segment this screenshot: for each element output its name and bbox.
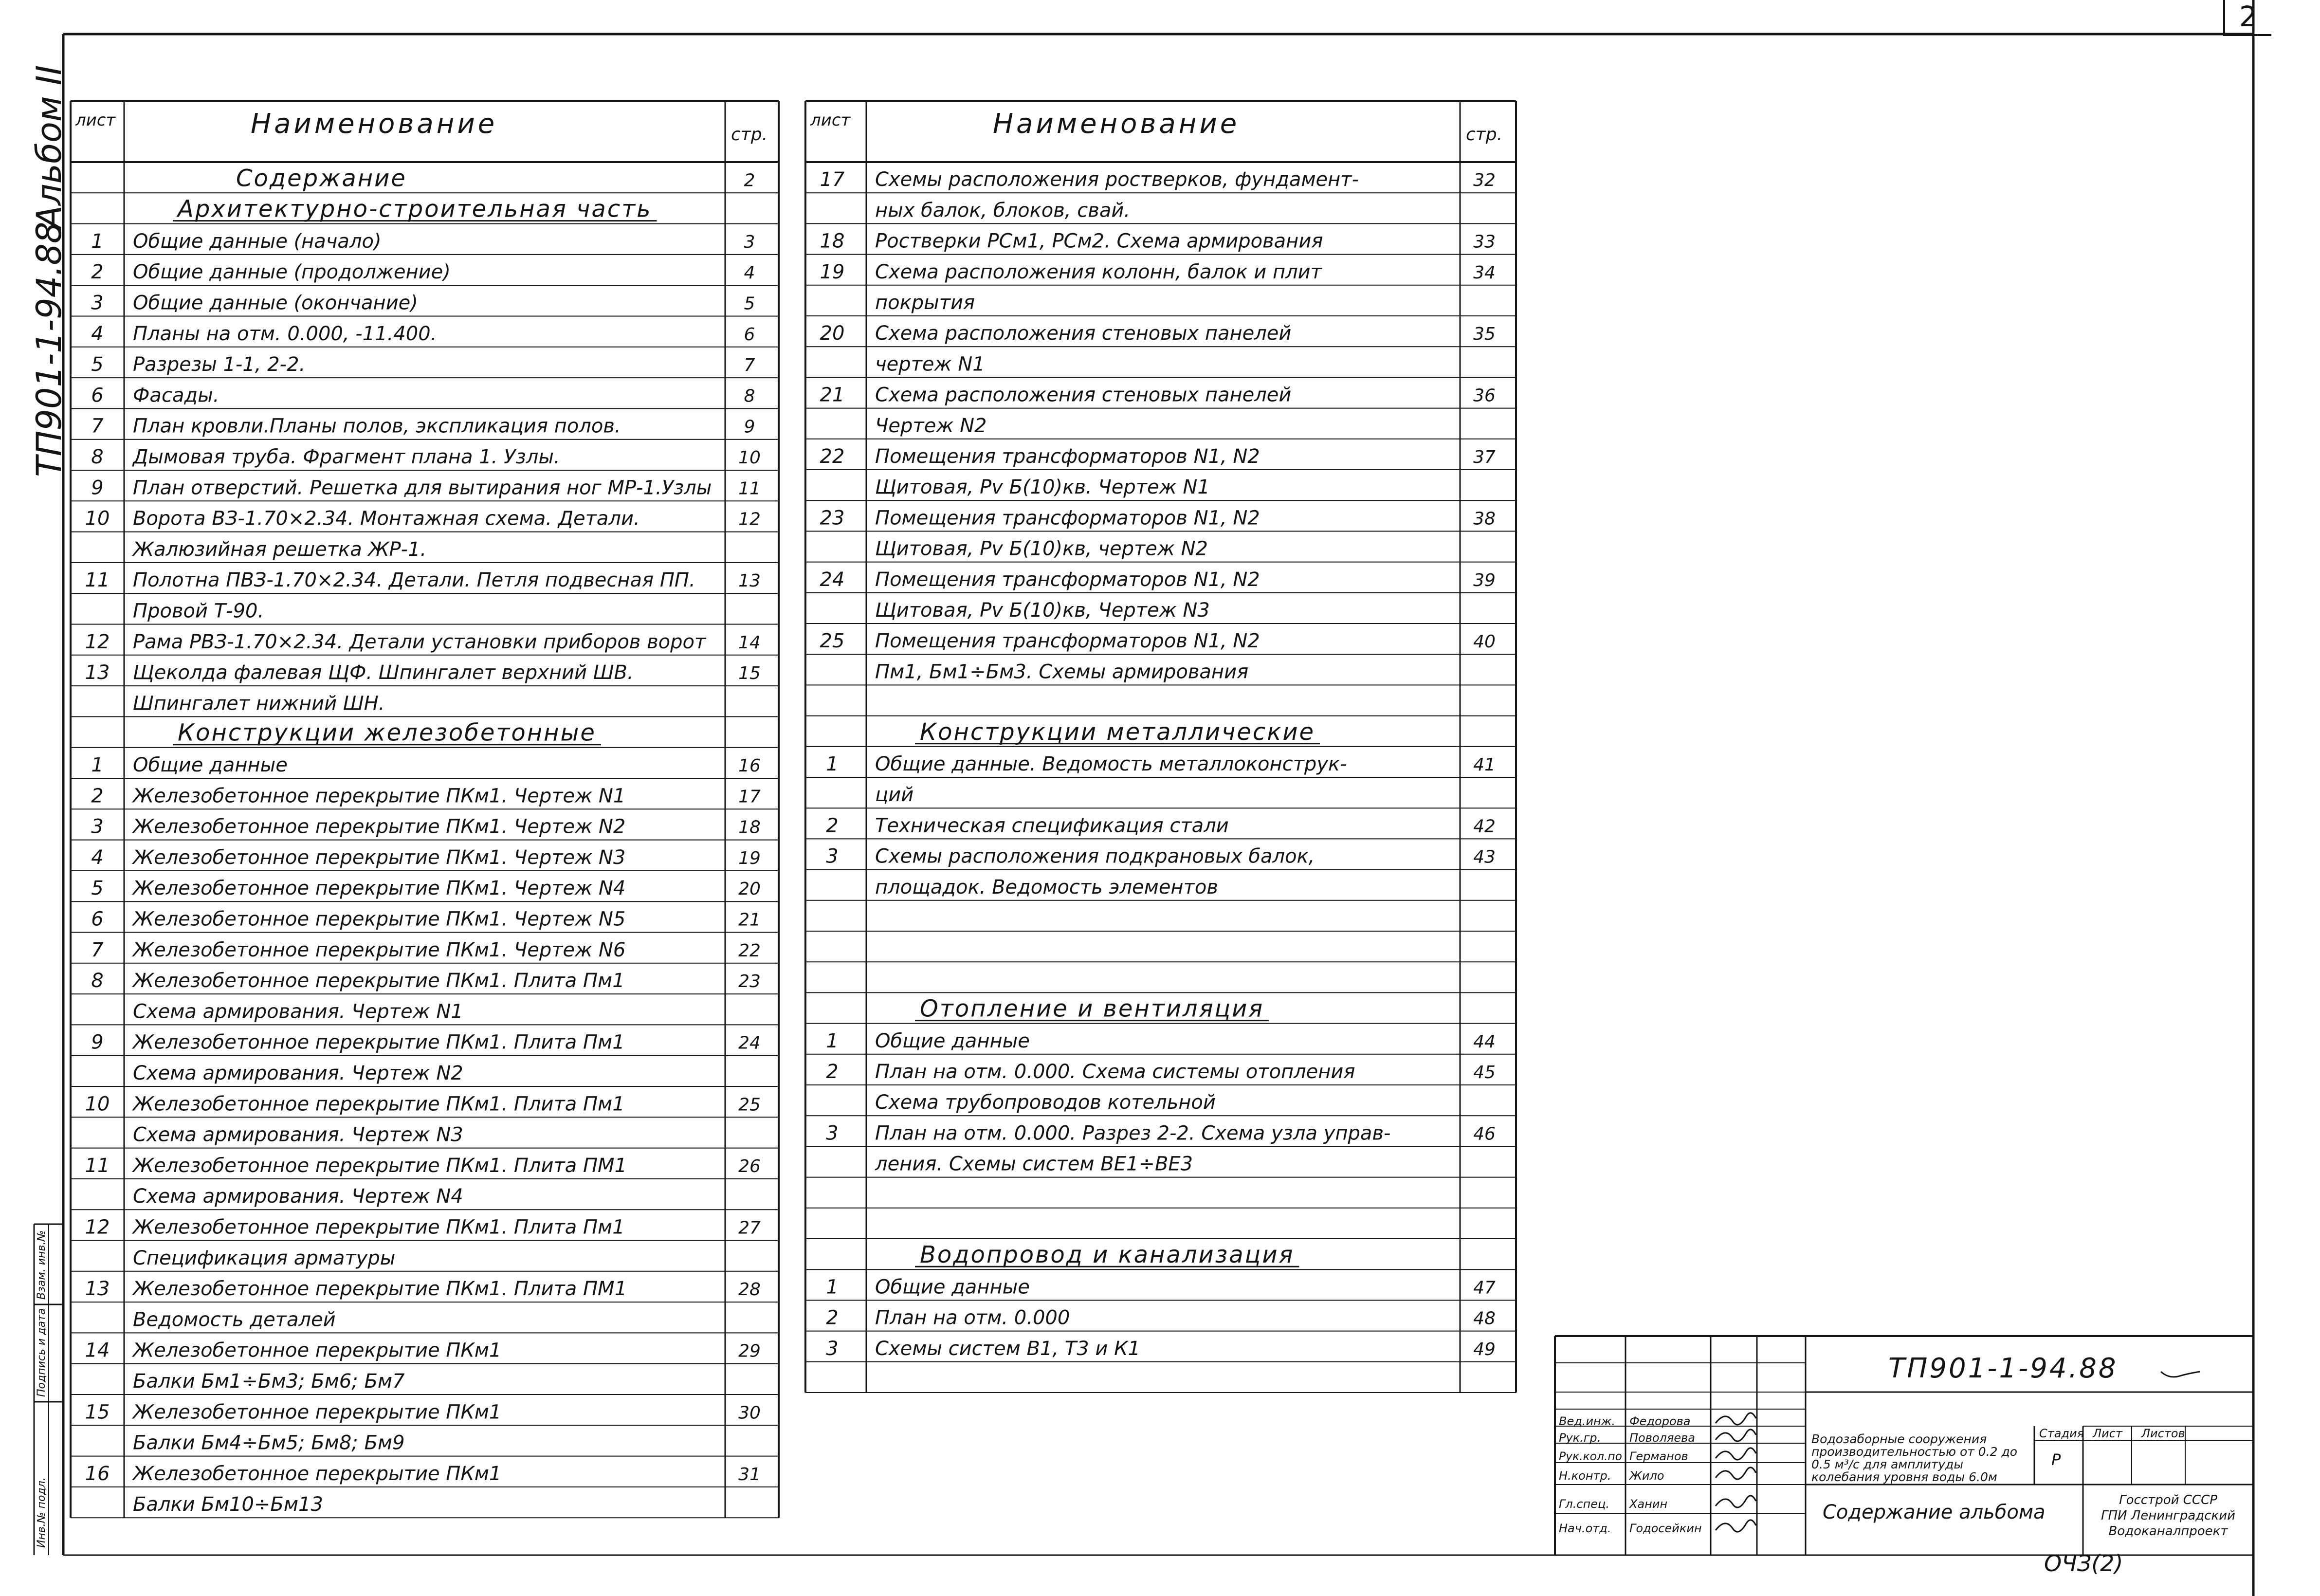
left-sheet-number: 13 — [85, 1278, 110, 1301]
left-entry-name: Железобетонное перекрытие ПКм1. Плита Пм1 — [133, 1031, 625, 1054]
left-sheet-number: 12 — [85, 1216, 110, 1239]
left-page-number: 11 — [738, 478, 761, 499]
left-sheet-number: 7 — [91, 938, 104, 961]
titleblock-role: Рук.гр. — [1559, 1431, 1601, 1445]
right-sheet-number: 24 — [820, 568, 845, 591]
right-entry-name: Щитовая, Рv Б(10)кв. Чертеж N1 — [875, 476, 1210, 499]
right-page-number: 33 — [1473, 232, 1496, 252]
left-entry-name: Балки Бм10÷Бм13 — [133, 1493, 323, 1516]
right-entry-name: Схема трубопроводов котельной — [875, 1091, 1216, 1114]
left-entry-name: Схема армирования. Чертеж N1 — [133, 1000, 463, 1023]
left-sheet-number: 13 — [85, 661, 110, 684]
right-sheet-number: 2 — [826, 1306, 839, 1329]
left-entry-name: Железобетонное перекрытие ПКм1. Чертеж N1 — [133, 785, 626, 807]
left-entry-name: План кровли.Планы полов, экспликация полов. — [133, 415, 621, 438]
right-sheet-number: 17 — [820, 168, 845, 191]
left-entry-name: Фасады. — [133, 384, 219, 407]
right-sheet-number: 1 — [826, 753, 839, 775]
right-sheet-number: 2 — [826, 1061, 839, 1083]
left-page-number: 14 — [738, 632, 761, 653]
right-page-number: 34 — [1473, 262, 1496, 283]
left-entry-name: Железобетонное перекрытие ПКм1 — [133, 1462, 502, 1485]
left-entry-name: Провой Т-90. — [133, 600, 264, 623]
right-entry-name: Помещения трансформаторов N1, N2 — [875, 568, 1260, 591]
left-page-number: 15 — [738, 663, 761, 684]
left-page-number: 25 — [738, 1095, 761, 1115]
left-sheet-number: 6 — [91, 908, 104, 931]
left-sheet-number: 7 — [91, 415, 104, 438]
right-section-title: Конструкции металлические — [920, 718, 1315, 746]
left-sheet-number: 15 — [85, 1401, 110, 1424]
right-entry-name: Общие данные. Ведомость металлоконструк- — [875, 753, 1347, 775]
right-entry-name: ных балок, блоков, свай. — [875, 199, 1131, 222]
left-entry-name: Рама РВЗ-1.70×2.34. Детали установки приборов ворот — [133, 630, 706, 653]
right-entry-name: Схемы систем В1, Т3 и К1 — [875, 1337, 1140, 1360]
left-page-number: 21 — [738, 910, 761, 930]
right-entry-name: ления. Схемы систем ВЕ1÷ВЕ3 — [875, 1153, 1193, 1175]
titleblock-project-title: Водозаборные сооружения производительностью от 0.2 до 0.5 м³/с для амплитуды колебания уровня воды 6.0м — [1811, 1432, 2018, 1484]
left-sheet-number: 2 — [91, 261, 104, 284]
right-page-number: 39 — [1473, 570, 1496, 590]
left-entry-name: Общие данные (продолжение) — [133, 261, 451, 284]
right-sheet-number: 1 — [826, 1276, 839, 1299]
left-sheet-number: 2 — [91, 785, 104, 807]
left-sheet-number: 16 — [85, 1462, 110, 1485]
left-sheet-number: 11 — [85, 1154, 110, 1177]
left-entry-name: Ведомость деталей — [133, 1308, 336, 1331]
right-page-number: 38 — [1473, 509, 1496, 529]
right-entry-name: План на отм. 0.000. Схема системы отопления — [875, 1061, 1355, 1083]
right-entry-name: Схема расположения стеновых панелей — [875, 322, 1292, 345]
left-entry-name: Железобетонное перекрытие ПКм1. Плита ПМ1 — [133, 1154, 627, 1177]
left-entry-name: Железобетонное перекрытие ПКм1. Плита Пм1 — [133, 1216, 625, 1239]
right-header-sheet: лист — [810, 110, 851, 130]
right-page-number: 47 — [1473, 1278, 1496, 1298]
titleblock-signer: Ханин — [1629, 1497, 1668, 1511]
left-page-number: 23 — [738, 972, 761, 992]
left-page-number: 16 — [738, 756, 761, 776]
right-entry-name: Схемы расположения ростверков, фундамент- — [875, 168, 1359, 191]
titleblock-stage: Р — [2051, 1450, 2061, 1469]
right-page-number: 40 — [1473, 632, 1496, 652]
right-page-number: 36 — [1473, 385, 1496, 406]
right-entry-name: Схемы расположения подкрановых балок, — [875, 845, 1315, 868]
left-section-title: Архитектурно-строительная часть — [178, 195, 652, 223]
signature-scribble — [1716, 1496, 1756, 1507]
signature-scribble — [1716, 1468, 1756, 1479]
left-sheet-number: 9 — [91, 1031, 104, 1054]
left-sheet-number: 8 — [91, 446, 104, 468]
signature-scribble — [1716, 1448, 1756, 1460]
right-entry-name: Щитовая, Рv Б(10)кв, Чертеж N3 — [875, 599, 1210, 622]
titleblock-sheet-label: Лист — [2093, 1427, 2122, 1440]
titleblock-role: Рук.кол.по — [1559, 1449, 1622, 1463]
right-sheet-number: 22 — [820, 445, 845, 468]
left-sheet-number: 11 — [85, 569, 110, 592]
left-sheet-number: 5 — [91, 877, 104, 900]
left-page-number: 6 — [744, 324, 755, 345]
signature-scribble — [1716, 1430, 1756, 1441]
left-sheet-number: 5 — [91, 353, 104, 376]
left-page-number: 17 — [738, 787, 761, 807]
left-header-sheet: лист — [75, 110, 116, 130]
left-entry-name: Железобетонное перекрытие ПКм1. Чертеж N5 — [133, 908, 626, 931]
right-page-number: 49 — [1473, 1339, 1496, 1359]
left-sheet-number: 10 — [85, 1093, 110, 1116]
left-page-number: 2 — [744, 170, 755, 191]
left-entry-name: Планы на отм. 0.000, -11.400. — [133, 322, 437, 345]
titleblock-signer: Германов — [1629, 1449, 1688, 1463]
album-label: Альбом II — [29, 65, 69, 229]
left-page-number: 29 — [738, 1341, 761, 1361]
left-page-number: 20 — [738, 879, 761, 899]
left-entry-name: Железобетонное перекрытие ПКм1. Чертеж N3 — [133, 846, 626, 869]
left-entry-name: Ворота ВЗ-1.70×2.34. Монтажная схема. Детали. — [133, 507, 640, 530]
left-header-name: Наименование — [251, 108, 498, 140]
right-page-number: 42 — [1473, 816, 1496, 837]
right-entry-name: Пм1, Бм1÷Бм3. Схемы армирования — [875, 660, 1249, 683]
titleblock-signer: Жило — [1629, 1469, 1664, 1483]
left-sheet-number: 8 — [91, 970, 104, 992]
right-entry-name: площадок. Ведомость элементов — [875, 876, 1218, 899]
right-sheet-number: 21 — [820, 384, 845, 406]
left-sheet-number: 10 — [85, 507, 110, 530]
left-page-number: 4 — [744, 263, 755, 283]
titleblock-signer: Поволяева — [1629, 1431, 1695, 1445]
right-entry-name: Ростверки РСм1, РСм2. Схема армирования — [875, 230, 1323, 253]
right-sheet-number: 25 — [820, 630, 845, 653]
right-sheet-number: 23 — [820, 507, 845, 530]
left-page-number: 26 — [738, 1156, 761, 1176]
left-entry-name: Дымовая труба. Фрагмент плана 1. Узлы. — [133, 446, 560, 468]
left-page-number: 30 — [738, 1403, 761, 1423]
handwritten-mark — [2161, 1372, 2200, 1377]
titleblock-organization: Госстрой СССР ГПИ Ленинградский Водоканалпроект — [2101, 1493, 2236, 1539]
left-entry-name: Схема армирования. Чертеж N3 — [133, 1123, 463, 1146]
left-entry-name: Жалюзийная решетка ЖР-1. — [133, 538, 427, 561]
left-sheet-number: 9 — [91, 477, 104, 499]
left-sheet-number: 3 — [91, 292, 104, 314]
stamp-original-label: Инв.№ подл. — [36, 1477, 48, 1548]
right-sheet-number: 20 — [820, 322, 845, 345]
right-entry-name: чертеж N1 — [875, 353, 985, 376]
left-page-number: 22 — [738, 940, 761, 961]
right-entry-name: Помещения трансформаторов N1, N2 — [875, 507, 1260, 530]
right-entry-name: Помещения трансформаторов N1, N2 — [875, 630, 1260, 653]
left-page-number: 3 — [744, 232, 755, 252]
left-section-title: Конструкции железобетонные — [178, 719, 596, 747]
left-sheet-number: 3 — [91, 815, 104, 838]
titleblock-signer: Годосейкин — [1629, 1522, 1702, 1535]
right-entry-name: Щитовая, Рv Б(10)кв, чертеж N2 — [875, 537, 1208, 560]
right-header-name: Наименование — [993, 108, 1240, 140]
right-entry-name: Чертеж N2 — [875, 414, 987, 437]
page-number: 2 — [2223, 0, 2271, 36]
left-entry-name: Железобетонное перекрытие ПКм1. Чертеж N2 — [133, 815, 626, 838]
left-header-page: стр. — [731, 125, 768, 145]
right-sheet-number: 3 — [826, 1122, 839, 1145]
stamp-signature-label: Подпись и дата — [36, 1308, 48, 1397]
right-entry-name: Техническая спецификация стали — [875, 814, 1229, 837]
left-page-number: 8 — [744, 386, 755, 406]
left-page-number: 27 — [738, 1218, 761, 1238]
right-entry-name: Общие данные — [875, 1029, 1030, 1052]
titleblock-role: Нач.отд. — [1559, 1522, 1611, 1535]
right-sheet-number: 2 — [826, 814, 839, 837]
titleblock-role: Вед.инж. — [1559, 1414, 1615, 1428]
right-page-number: 32 — [1473, 170, 1496, 191]
right-sheet-number: 3 — [826, 845, 839, 868]
right-section-title: Отопление и вентиляция — [920, 995, 1264, 1023]
right-entry-name: Схема расположения стеновых панелей — [875, 384, 1292, 406]
titleblock-signer: Федорова — [1629, 1414, 1691, 1428]
right-page-number: 37 — [1473, 447, 1496, 467]
titleblock-role: Гл.спец. — [1559, 1497, 1609, 1511]
titleblock-sheets-label: Листов — [2141, 1427, 2185, 1440]
left-entry-name: Железобетонное перекрытие ПКм1. Чертеж N4 — [133, 877, 626, 900]
right-section-title: Водопровод и канализация — [920, 1241, 1295, 1269]
left-page-number: 31 — [738, 1464, 761, 1485]
left-entry-name: Железобетонное перекрытие ПКм1. Плита ПМ1 — [133, 1278, 627, 1301]
left-entry-name: Шпингалет нижний ШН. — [133, 692, 385, 715]
left-entry-name: План отверстий. Решетка для вытирания ног МР-1.Узлы — [133, 477, 712, 499]
right-entry-name: Схема расположения колонн, балок и плит — [875, 260, 1322, 283]
right-page-number: 46 — [1473, 1124, 1496, 1144]
left-page-number: 7 — [744, 355, 755, 376]
right-page-number: 41 — [1473, 755, 1496, 775]
right-page-number: 35 — [1473, 324, 1496, 345]
right-sheet-number: 19 — [820, 260, 845, 283]
left-page-number: 9 — [744, 417, 755, 437]
signature-scribble — [1716, 1413, 1756, 1425]
left-entry-name: Железобетонное перекрытие ПКм1 — [133, 1339, 502, 1362]
left-entry-name: Общие данные (начало) — [133, 230, 382, 253]
left-entry-name: Железобетонное перекрытие ПКм1. Плита Пм1 — [133, 970, 625, 992]
left-section-title: Содержание — [236, 165, 407, 192]
right-sheet-number: 1 — [826, 1029, 839, 1052]
stamp-inventory-label: Взам. инв.№ — [36, 1230, 48, 1300]
right-header-page: стр. — [1466, 125, 1503, 145]
left-page-number: 13 — [738, 571, 761, 591]
left-sheet-number: 12 — [85, 630, 110, 653]
archive-mark: ОЧЗ(2) — [2044, 1550, 2123, 1577]
left-entry-name: Общие данные — [133, 754, 288, 776]
titleblock-code: ТП901-1-94.88 — [1888, 1353, 2118, 1384]
left-sheet-number: 4 — [91, 322, 104, 345]
left-entry-name: Разрезы 1-1, 2-2. — [133, 353, 306, 376]
left-page-number: 24 — [738, 1033, 761, 1053]
left-entry-name: Балки Бм1÷Бм3; Бм6; Бм7 — [133, 1370, 405, 1393]
signature-scribble — [1716, 1520, 1756, 1532]
right-page-number: 48 — [1473, 1308, 1496, 1329]
titleblock-drawing-title: Содержание альбома — [1823, 1501, 2046, 1523]
right-sheet-number: 3 — [826, 1337, 839, 1360]
left-sheet-number: 4 — [91, 846, 104, 869]
left-entry-name: Спецификация арматуры — [133, 1247, 396, 1269]
right-page-number: 45 — [1473, 1063, 1496, 1082]
left-page-number: 5 — [744, 294, 755, 314]
left-entry-name: Железобетонное перекрытие ПКм1. Чертеж N6 — [133, 938, 626, 961]
right-sheet-number: 18 — [820, 230, 845, 253]
left-entry-name: Железобетонное перекрытие ПКм1. Плита Пм1 — [133, 1093, 625, 1116]
right-entry-name: Общие данные — [875, 1276, 1030, 1299]
left-entry-name: Общие данные (окончание) — [133, 292, 418, 314]
right-page-number: 44 — [1473, 1031, 1496, 1052]
titleblock-stage-label: Стадия — [2039, 1427, 2084, 1440]
left-sheet-number: 14 — [85, 1339, 110, 1362]
right-page-number: 43 — [1473, 847, 1496, 867]
left-page-number: 18 — [738, 817, 761, 838]
left-page-number: 28 — [738, 1280, 761, 1300]
left-page-number: 10 — [738, 448, 761, 468]
right-entry-name: покрытия — [875, 292, 975, 314]
left-entry-name: Полотна ПВЗ-1.70×2.34. Детали. Петля подвесная ПП. — [133, 569, 695, 592]
left-entry-name: Балки Бм4÷Бм5; Бм8; Бм9 — [133, 1431, 405, 1454]
left-entry-name: Схема армирования. Чертеж N4 — [133, 1185, 463, 1208]
left-page-number: 12 — [738, 509, 761, 530]
left-sheet-number: 1 — [91, 230, 104, 253]
right-entry-name: План на отм. 0.000 — [875, 1306, 1070, 1329]
left-sheet-number: 1 — [91, 754, 104, 776]
left-entry-name: Схема армирования. Чертеж N2 — [133, 1062, 463, 1084]
left-entry-name: Щеколда фалевая ЩФ. Шпингалет верхний ШВ. — [133, 661, 634, 684]
right-entry-name: Помещения трансформаторов N1, N2 — [875, 445, 1260, 468]
side-code-label: ТП901-1-94.88 — [29, 221, 69, 477]
left-entry-name: Железобетонное перекрытие ПКм1 — [133, 1401, 502, 1424]
left-sheet-number: 6 — [91, 384, 104, 407]
right-entry-name: План на отм. 0.000. Разрез 2-2. Схема узла управ- — [875, 1122, 1391, 1145]
right-entry-name: ций — [875, 784, 914, 807]
titleblock-role: Н.контр. — [1559, 1469, 1611, 1483]
left-page-number: 19 — [738, 848, 761, 868]
